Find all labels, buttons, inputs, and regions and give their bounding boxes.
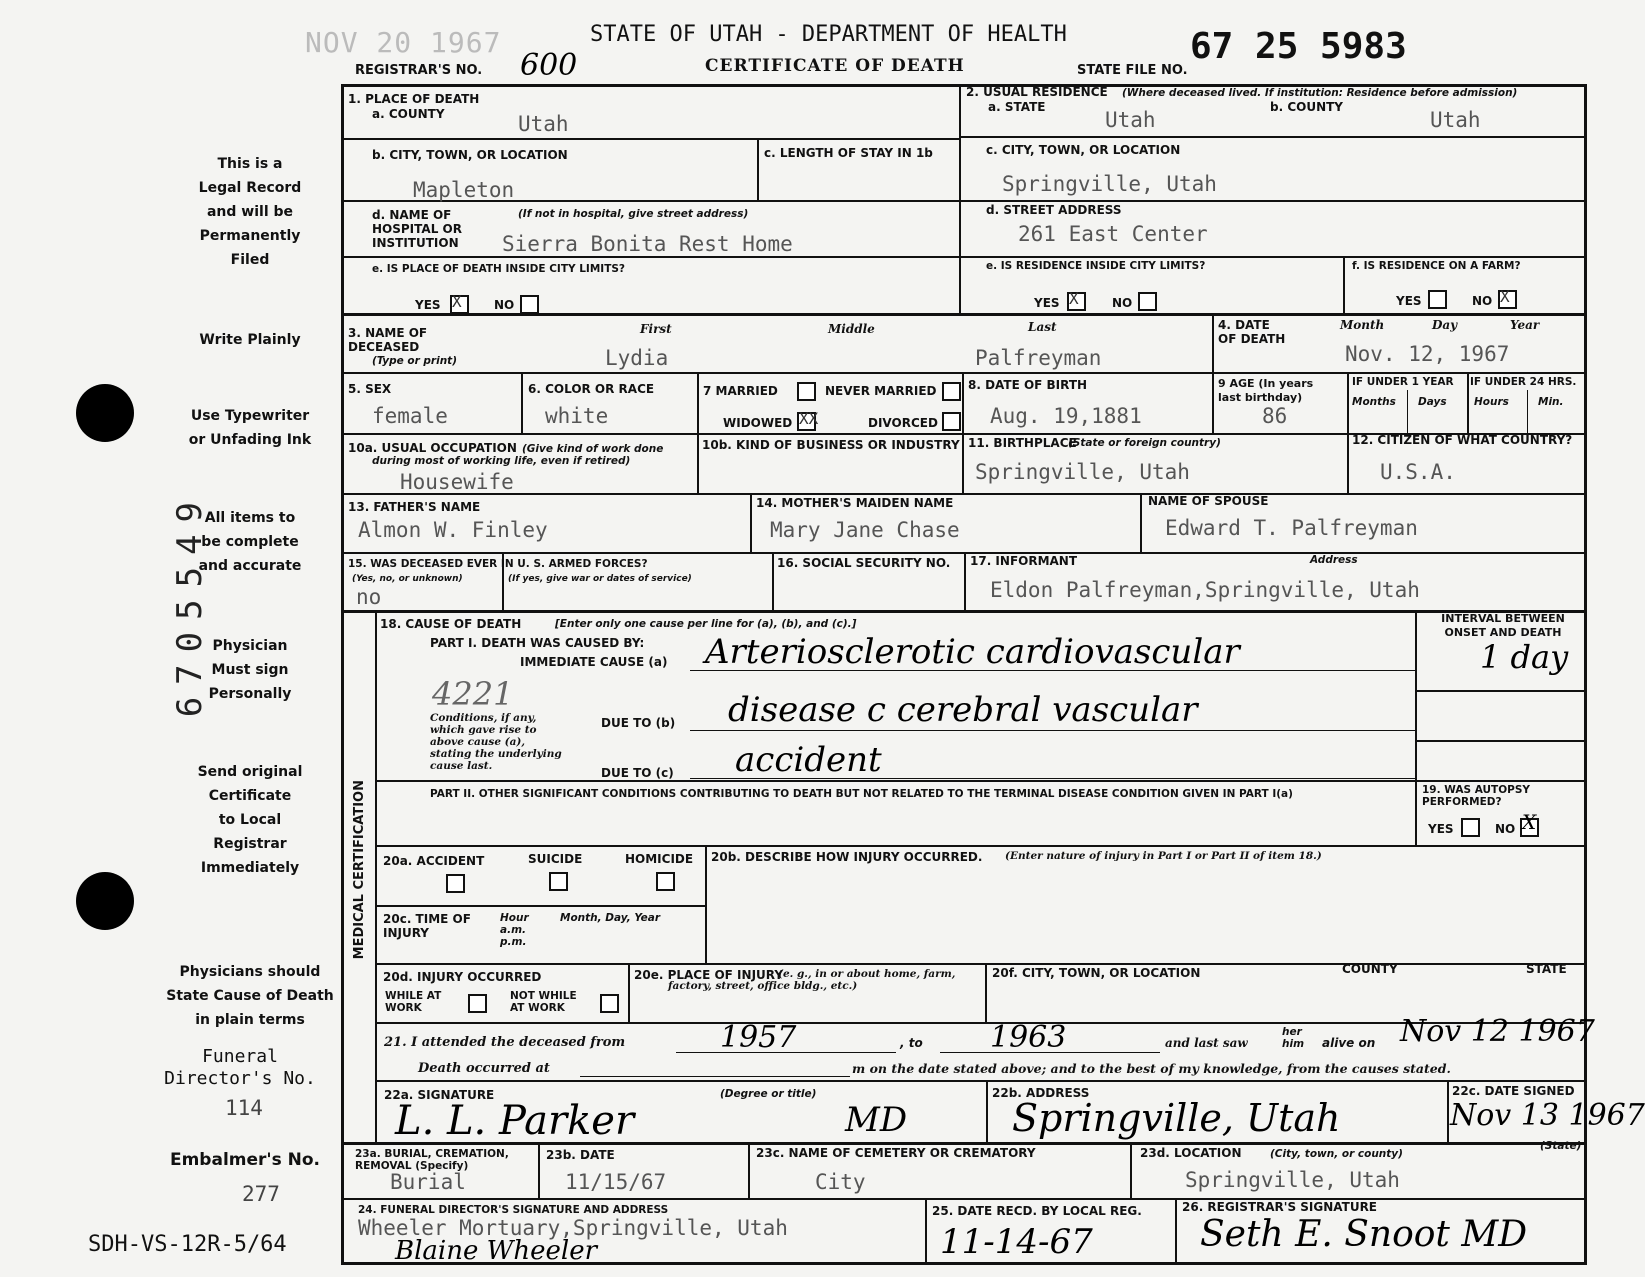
time-injury-label: 20c. TIME OF INJURY — [383, 912, 471, 940]
inside-no-label: NO — [494, 298, 515, 312]
rule — [959, 84, 961, 313]
rule — [341, 372, 1587, 374]
rule — [341, 610, 1587, 613]
injury-city-label: 20f. CITY, TOWN, OR LOCATION — [992, 966, 1201, 980]
never-married-label: NEVER MARRIED — [825, 384, 937, 398]
rule — [1347, 372, 1349, 493]
physician-line: Physician — [212, 638, 288, 654]
legal-line: Legal Record — [198, 180, 302, 196]
autopsy-no-mark: X — [1522, 810, 1537, 834]
stay-label: c. LENGTH OF STAY IN 1b — [764, 146, 933, 160]
rule — [538, 1142, 540, 1198]
cemetery-label: 23c. NAME OF CEMETERY OR CREMATORY — [756, 1146, 1036, 1160]
month-label: Month — [1340, 318, 1385, 332]
location-label: 23d. LOCATION — [1140, 1146, 1242, 1160]
divorced-checkbox[interactable] — [942, 412, 961, 431]
form-border-right — [1584, 84, 1587, 1265]
state-file-label: STATE FILE NO. — [1077, 63, 1188, 78]
birthplace-note: (State or foreign country) — [1068, 437, 1221, 449]
date-signed: Nov 13 1967 — [1450, 1098, 1645, 1133]
rule — [1212, 313, 1214, 433]
cause-terms-line: in plain terms — [195, 1012, 305, 1028]
injury-occurred-label: 20d. INJURY OCCURRED — [383, 970, 542, 984]
punch-hole — [76, 384, 134, 442]
funeral-signature: Blaine Wheeler — [395, 1236, 598, 1266]
min-label: Min. — [1538, 396, 1564, 408]
legal-record-note — [155, 152, 345, 272]
complete-line: and accurate — [198, 558, 302, 574]
date-of-death: Nov. 12, 1967 — [1345, 342, 1510, 366]
place-of-death-label: 1. PLACE OF DEATH — [348, 92, 480, 106]
physician-signature: L. L. Parker — [395, 1098, 635, 1144]
rule — [925, 1198, 927, 1262]
vertical-serial: 6705549 — [170, 490, 210, 718]
rule — [748, 1142, 750, 1198]
registrar-sig-label: 26. REGISTRAR'S SIGNATURE — [1182, 1200, 1377, 1214]
legal-line: Filed — [230, 252, 270, 268]
typewriter-line: Use Typewriter — [190, 408, 310, 424]
inside-limits-label: e. IS PLACE OF DEATH INSIDE CITY LIMITS? — [372, 263, 626, 275]
dob-label: 8. DATE OF BIRTH — [968, 378, 1088, 392]
res-inside-no-label: NO — [1112, 296, 1133, 310]
race-label: 6. COLOR OR RACE — [528, 382, 655, 396]
age: 86 — [1262, 404, 1288, 428]
homicide-label: HOMICIDE — [625, 852, 694, 866]
cemetery: City — [815, 1170, 866, 1194]
form-border-left — [341, 84, 344, 1265]
state-file-no: 67 25 5983 — [1190, 26, 1407, 67]
date-signed-label: 22c. DATE SIGNED — [1452, 1084, 1575, 1098]
send-line: Certificate — [208, 788, 292, 804]
race: white — [545, 404, 609, 428]
rule — [1467, 372, 1469, 433]
father-name: Almon W. Finley — [358, 518, 548, 542]
rule — [1415, 690, 1587, 692]
rule — [985, 963, 987, 1022]
rule — [964, 552, 966, 610]
rule — [375, 905, 705, 907]
date-received: 11-14-67 — [940, 1222, 1093, 1262]
funeral-address: Wheeler Mortuary,Springville, Utah — [358, 1216, 788, 1240]
certificate-title: CERTIFICATE OF DEATH — [705, 56, 965, 76]
cause-terms-line: State Cause of Death — [166, 988, 334, 1004]
rule — [341, 256, 1587, 258]
medical-cert-divider — [375, 610, 377, 1142]
while-work-checkbox[interactable] — [468, 994, 487, 1013]
day-label: Day — [1432, 318, 1458, 332]
homicide-checkbox[interactable] — [656, 872, 675, 891]
describe-note: (Enter nature of injury in Part I or Part II of item 18.) — [1005, 850, 1322, 862]
burial: Burial — [390, 1170, 466, 1194]
immediate-label: IMMEDIATE CAUSE (a) — [520, 655, 668, 669]
rule — [341, 493, 1587, 495]
rule — [628, 963, 630, 1022]
birthplace: Springville, Utah — [975, 460, 1190, 484]
complete-line: be complete — [201, 534, 299, 550]
rule — [697, 372, 699, 493]
middle-label: Middle — [828, 322, 875, 336]
occupation-label: 10a. USUAL OCCUPATION — [348, 441, 517, 455]
send-line: to Local — [218, 812, 282, 828]
state-paren: (State) — [1540, 1140, 1582, 1152]
business-label: 10b. KIND OF BUSINESS OR INDUSTRY — [702, 438, 960, 452]
part1-label: PART I. DEATH WAS CAUSED BY: — [430, 636, 645, 650]
inside-yes-mark: X — [452, 292, 462, 311]
rule — [1447, 1080, 1449, 1142]
armed-forces: no — [356, 585, 382, 609]
icd-code: 4221 — [432, 675, 514, 713]
rule — [986, 1080, 988, 1142]
not-while-work-label: NOT WHILE AT WORK — [510, 990, 577, 1014]
months-label: Months — [1352, 396, 1396, 408]
legal-line: and will be — [206, 204, 294, 220]
autopsy-label: 19. WAS AUTOPSY PERFORMED? — [1422, 784, 1530, 808]
last-label: Last — [1028, 320, 1057, 334]
suicide-label: SUICIDE — [528, 852, 583, 866]
state-title: STATE OF UTAH - DEPARTMENT OF HEALTH — [590, 22, 1067, 47]
occupation-note: (Give kind of work done during most of working life, even if retired) — [372, 443, 664, 467]
rule — [750, 493, 752, 552]
registrar-no-label: REGISTRAR'S NO. — [355, 63, 483, 78]
medical-cert-label: MEDICAL CERTIFICATION — [352, 780, 367, 960]
hospital-name: Sierra Bonita Rest Home — [502, 232, 793, 256]
mother-name: Mary Jane Chase — [770, 518, 960, 542]
rule — [341, 200, 1587, 202]
physician-line: Must sign — [211, 662, 289, 678]
mdy-label: Month, Day, Year — [560, 912, 661, 924]
rule — [1415, 740, 1587, 742]
cause-a: Arteriosclerotic cardiovascular — [705, 632, 1240, 672]
res-farm-mark: X — [1500, 287, 1510, 306]
res-state-label: a. STATE — [988, 100, 1046, 114]
res-inside-label: e. IS RESIDENCE INSIDE CITY LIMITS? — [986, 260, 1206, 272]
burial-date-label: 23b. DATE — [546, 1148, 615, 1162]
injury-county-label: COUNTY — [1342, 962, 1398, 976]
accident-checkbox[interactable] — [446, 874, 465, 893]
res-county-label: b. COUNTY — [1270, 100, 1343, 114]
date-of-birth: Aug. 19,1881 — [990, 404, 1142, 428]
widowed-mark: XX — [799, 409, 819, 428]
cause-terms-line: Physicians should — [179, 964, 321, 980]
alive-on-label: alive on — [1322, 1036, 1376, 1050]
cause-b: disease c cerebral vascular — [728, 690, 1198, 730]
birthplace-label: 11. BIRTHPLACE — [968, 436, 1077, 450]
spouse-label: NAME OF SPOUSE — [1148, 494, 1269, 508]
punch-hole — [76, 872, 134, 930]
informant: Eldon Palfreyman,Springville, Utah — [990, 578, 1420, 602]
married-label: 7 MARRIED — [703, 384, 778, 398]
registrar-no: 600 — [520, 48, 578, 83]
form-number: SDH-VS-12R-5/64 — [88, 1232, 287, 1257]
death-city: Mapleton — [413, 178, 515, 202]
attended-label: 21. I attended the deceased from — [384, 1035, 626, 1050]
res-county: Utah — [1430, 108, 1481, 132]
cause-terms-note — [145, 960, 355, 1032]
cause-b-line — [690, 730, 1415, 731]
rule — [1140, 493, 1142, 552]
write-plainly-note: Write Plainly — [199, 332, 301, 348]
complete-line: All items to — [204, 510, 296, 526]
sex-label: 5. SEX — [348, 382, 392, 396]
last-saw-label: and last saw — [1165, 1036, 1248, 1050]
rule — [375, 1080, 1587, 1082]
conditions-note: Conditions, if any, which gave rise to above cause (a), stating the underlying cause last. — [430, 712, 562, 772]
due-b-label: DUE TO (b) — [601, 716, 676, 730]
autopsy-yes-checkbox[interactable] — [1461, 818, 1480, 837]
inside-yes-label: YES — [415, 298, 441, 312]
hours-label: Hours — [1474, 396, 1509, 408]
cause-c: accident — [735, 740, 882, 780]
county-label: a. COUNTY — [372, 107, 445, 121]
rule — [705, 845, 707, 963]
rule — [962, 372, 964, 493]
last-name: Palfreyman — [975, 346, 1102, 370]
res-city: Springville, Utah — [1002, 172, 1217, 196]
age-label: 9 AGE (In years last birthday) — [1218, 377, 1314, 404]
alive-on: Nov 12 1967 — [1400, 1014, 1595, 1049]
embalmer-no-label: Embalmer's No. — [169, 1150, 321, 1170]
res-farm-label: f. IS RESIDENCE ON A FARM? — [1352, 260, 1521, 272]
send-line: Send original — [197, 764, 303, 780]
hospital-label: d. NAME OF HOSPITAL OR INSTITUTION — [372, 208, 462, 250]
registrar-signature: Seth E. Snoot MD — [1200, 1214, 1528, 1255]
rule — [375, 780, 1587, 782]
rule — [341, 1198, 1587, 1200]
days-label: Days — [1418, 396, 1447, 408]
while-work-label: WHILE AT WORK — [385, 990, 442, 1014]
due-c-label: DUE TO (c) — [601, 766, 674, 780]
cause-note: [Enter only one cause per line for (a), (b), and (c).] — [555, 618, 857, 630]
funeral-director-no-label: Funeral Director's No. — [164, 1046, 316, 1089]
burial-location: Springville, Utah — [1185, 1168, 1400, 1192]
rule — [1130, 1142, 1132, 1198]
rule — [757, 138, 759, 200]
divorced-label: DIVORCED — [868, 416, 938, 430]
name-label: 3. NAME OF DECEASED — [348, 326, 428, 354]
death-occurred-label: Death occurred at — [418, 1061, 550, 1076]
injury-state-label: STATE — [1526, 962, 1567, 976]
ssn-label: 16. SOCIAL SECURITY NO. — [777, 556, 951, 570]
place-injury-label: 20e. PLACE OF INJURY — [634, 968, 784, 982]
burial-label: 23a. BURIAL, CREMATION, REMOVAL (Specify) — [355, 1148, 509, 1172]
armed-note-2: (If yes, give war or dates of service) — [508, 574, 692, 584]
physician-address: Springville, Utah — [1012, 1096, 1341, 1140]
hospital-note: (If not in hospital, give street address) — [518, 208, 749, 220]
res-farm-no-label: NO — [1472, 294, 1493, 308]
autopsy-yes-label: YES — [1428, 822, 1454, 836]
rule — [1343, 256, 1345, 313]
place-injury-note: (e. g., in or about home, farm, factory, street, office bldg., etc.) — [668, 968, 956, 992]
informant-label: 17. INFORMANT — [970, 554, 1078, 568]
suicide-checkbox[interactable] — [549, 872, 568, 891]
rule — [375, 845, 1587, 847]
armed-label: 15. WAS DECEASED EVER IN U. S. ARMED FORCES? — [348, 558, 648, 570]
year-label: Year — [1510, 318, 1540, 332]
res-city-label: c. CITY, TOWN, OR LOCATION — [986, 143, 1181, 157]
res-note: (Where deceased lived. If institution: Residence before admission) — [1122, 87, 1518, 99]
interval: 1 day — [1480, 638, 1569, 676]
attended-from: 1957 — [720, 1020, 797, 1055]
armed-note-1: (Yes, no, or unknown) — [352, 574, 463, 584]
father-label: 13. FATHER'S NAME — [348, 500, 481, 514]
name-note: (Type or print) — [372, 355, 457, 367]
received-stamp: NOV 20 1967 — [305, 26, 502, 59]
married-checkbox[interactable] — [797, 382, 816, 401]
autopsy-no-label: NO — [1495, 822, 1516, 836]
first-label: First — [640, 322, 672, 336]
rule — [521, 372, 523, 433]
res-label: 2. USUAL RESIDENCE — [966, 85, 1108, 99]
not-while-work-checkbox[interactable] — [600, 994, 619, 1013]
res-inside-no-checkbox[interactable] — [1138, 292, 1157, 311]
send-line: Registrar — [213, 836, 287, 852]
death-occurred-label-2: m on the date stated above; and to the best of my knowledge, from the causes stated. — [852, 1061, 1451, 1076]
spouse-name: Edward T. Palfreyman — [1165, 516, 1418, 540]
inside-no-checkbox[interactable] — [520, 295, 539, 314]
send-line: Immediately — [200, 860, 300, 876]
attended-to: 1963 — [990, 1020, 1067, 1055]
location-note: (City, town, or county) — [1270, 1148, 1403, 1160]
to-label: , to — [900, 1036, 923, 1050]
widowed-label: WIDOWED — [723, 416, 793, 430]
describe-label: 20b. DESCRIBE HOW INJURY OCCURRED. — [711, 850, 983, 864]
physician-degree: MD — [845, 1100, 908, 1140]
typewriter-line: or Unfading Ink — [188, 432, 312, 448]
citizen-label: 12. CITIZEN OF WHAT COUNTRY? — [1352, 433, 1573, 447]
never-married-checkbox[interactable] — [942, 382, 961, 401]
rule — [772, 552, 774, 610]
hour-label: Hour a.m. p.m. — [500, 912, 529, 948]
degree-label: (Degree or title) — [720, 1088, 817, 1100]
rule — [1415, 610, 1417, 845]
res-state: Utah — [1105, 108, 1156, 132]
cause-label: 18. CAUSE OF DEATH — [380, 617, 522, 631]
rule — [1407, 390, 1408, 433]
typewriter-note — [155, 404, 345, 452]
burial-date: 11/15/67 — [565, 1170, 667, 1194]
physician-line: Personally — [208, 686, 292, 702]
death-occurred-line — [580, 1076, 850, 1077]
rule — [375, 963, 1587, 965]
rule — [341, 138, 959, 140]
under-24-label: IF UNDER 24 HRS. — [1470, 376, 1577, 388]
rule — [1175, 1198, 1177, 1262]
first-name: Lydia — [605, 346, 669, 370]
citizen: U.S.A. — [1380, 460, 1456, 484]
res-street-label: d. STREET ADDRESS — [986, 203, 1122, 217]
res-street: 261 East Center — [1018, 222, 1208, 246]
rule — [959, 136, 1587, 138]
death-county: Utah — [518, 112, 569, 136]
res-farm-yes-label: YES — [1396, 294, 1422, 308]
her-him-label: her him — [1282, 1026, 1305, 1050]
signature-label: 22a. SIGNATURE — [384, 1088, 495, 1102]
send-original-note — [155, 760, 345, 880]
date-recd-label: 25. DATE RECD. BY LOCAL REG. — [932, 1204, 1142, 1218]
legal-line: Permanently — [199, 228, 301, 244]
interval-label: INTERVAL BETWEEN ONSET AND DEATH — [1441, 612, 1565, 639]
rule — [1527, 390, 1528, 433]
funeral-director-no: 114 — [225, 1096, 263, 1120]
embalmer-no: 277 — [242, 1182, 280, 1206]
informant-address-label: Address — [1310, 554, 1358, 566]
date-death-label: 4. DATE OF DEATH — [1218, 318, 1286, 346]
under-1-label: IF UNDER 1 YEAR — [1352, 376, 1454, 388]
res-inside-yes-label: YES — [1034, 296, 1060, 310]
legal-line: This is a — [217, 156, 283, 172]
occupation: Housewife — [400, 470, 514, 494]
part2-label: PART II. OTHER SIGNIFICANT CONDITIONS CONTRIBUTING TO DEATH BUT NOT RELATED TO THE TERMINAL DISEASE CONDITION GIVEN IN PART I(a) — [430, 788, 1293, 800]
res-inside-mark: X — [1069, 289, 1079, 308]
sex: female — [372, 404, 448, 428]
funeral-label: 24. FUNERAL DIRECTOR'S SIGNATURE AND ADDRESS — [358, 1204, 669, 1216]
city-label: b. CITY, TOWN, OR LOCATION — [372, 148, 568, 162]
sig-address-label: 22b. ADDRESS — [992, 1086, 1090, 1100]
res-farm-yes-checkbox[interactable] — [1428, 290, 1447, 309]
mother-label: 14. MOTHER'S MAIDEN NAME — [756, 496, 954, 510]
accident-label: 20a. ACCIDENT — [383, 854, 485, 868]
